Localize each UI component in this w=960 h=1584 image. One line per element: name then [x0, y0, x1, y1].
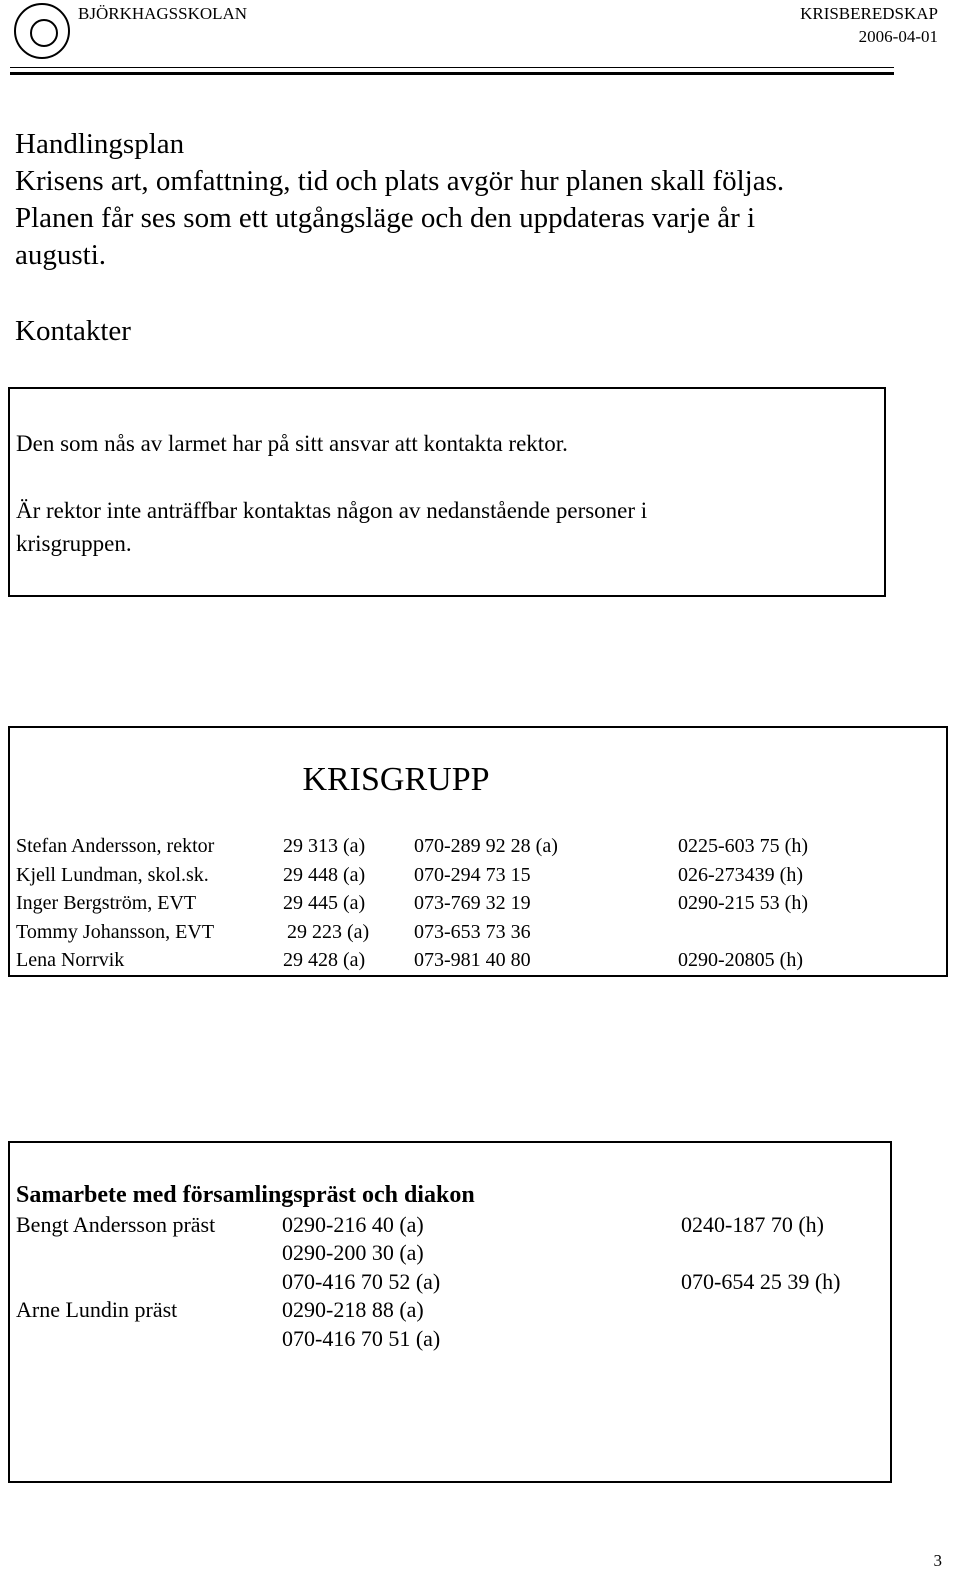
krisgrupp-row — [16, 946, 936, 974]
mobile-phone: 073-769 32 19 — [414, 892, 531, 914]
page-number: 3 — [933, 1551, 942, 1570]
contact-name: Lena Norrvik — [16, 949, 125, 971]
home-phone: 0225-603 75 (h) — [678, 835, 808, 857]
internal-phone: 29 223 (a) — [287, 920, 370, 943]
intro-line-2: Planen får ses som ett utgångsläge och den uppdateras varje år i — [15, 202, 756, 234]
internal-phone: 29 313 (a) — [283, 835, 366, 857]
contact-name: Arne Lundin präst — [16, 1297, 178, 1323]
samarbete-row — [16, 1295, 886, 1324]
intro-line-1: Krisens art, omfattning, tid och plats avgör hur planen skall följas. — [15, 165, 785, 197]
mobile-phone: 070-289 92 28 (a) — [414, 835, 558, 857]
logo-emblem-icon — [30, 19, 58, 47]
krisgrupp-box — [8, 726, 948, 977]
intro-line-3: augusti. — [15, 239, 107, 271]
krisgrupp-row — [16, 918, 936, 946]
header-rule-thick — [10, 72, 894, 75]
contact-name: Kjell Lundman, skol.sk. — [16, 863, 209, 886]
intro-heading: Handlingsplan — [15, 128, 185, 160]
samarbete-row — [16, 1267, 886, 1296]
contacts-heading: Kontakter — [15, 315, 131, 347]
samarbete-box — [8, 1141, 892, 1483]
school-name: BJÖRKHAGSSKOLAN — [78, 4, 248, 23]
krisgrupp-title: KRISGRUPP — [302, 761, 490, 798]
mobile-phone: 073-981 40 80 — [414, 949, 531, 971]
work-phone: 0290-218 88 (a) — [282, 1297, 424, 1323]
internal-phone: 29 445 (a) — [283, 892, 366, 914]
contact-name: Tommy Johansson, EVT — [16, 920, 215, 943]
contact-name: Stefan Andersson, rektor — [16, 835, 215, 857]
internal-phone: 29 448 (a) — [283, 863, 366, 886]
internal-phone: 29 428 (a) — [283, 949, 366, 971]
samarbete-row — [16, 1210, 886, 1239]
contact-name: Inger Bergström, EVT — [16, 892, 197, 914]
school-logo — [14, 3, 70, 59]
document-title: KRISBEREDSKAP — [800, 4, 938, 23]
samarbete-title: Samarbete med församlingspräst och diakon — [16, 1182, 475, 1208]
krisgrupp-row — [16, 889, 936, 917]
work-phone: 070-416 70 52 (a) — [282, 1268, 441, 1294]
work-phone: 0290-216 40 (a) — [282, 1212, 424, 1237]
contact-name: Bengt Andersson präst — [16, 1212, 216, 1237]
krisgrupp-row — [16, 832, 936, 860]
contacts-instruction-2: Är rektor inte anträffbar kontaktas någon av nedanstående personer i krisgruppen. — [16, 498, 648, 556]
home-phone: 026-273439 (h) — [678, 863, 803, 886]
work-phone: 070-416 70 51 (a) — [282, 1325, 441, 1351]
home-phone: 0290-215 53 (h) — [678, 892, 808, 914]
mobile-phone: 070-294 73 15 — [414, 863, 531, 886]
samarbete-row — [16, 1324, 886, 1353]
krisgrupp-row — [16, 861, 936, 889]
contacts-instruction-1: Den som nås av larmet har på sitt ansvar att kontakta rektor. — [16, 431, 568, 456]
contacts-box — [8, 387, 886, 597]
other-phone: 070-654 25 39 (h) — [681, 1268, 841, 1294]
header-rule-thin — [10, 67, 894, 68]
home-phone: 0290-20805 (h) — [678, 949, 803, 971]
work-phone: 0290-200 30 (a) — [282, 1240, 424, 1266]
intro-section — [15, 126, 915, 274]
mobile-phone: 073-653 73 36 — [414, 920, 531, 943]
document-date: 2006-04-01 — [858, 27, 938, 46]
other-phone: 0240-187 70 (h) — [681, 1212, 824, 1237]
samarbete-row — [16, 1238, 886, 1267]
